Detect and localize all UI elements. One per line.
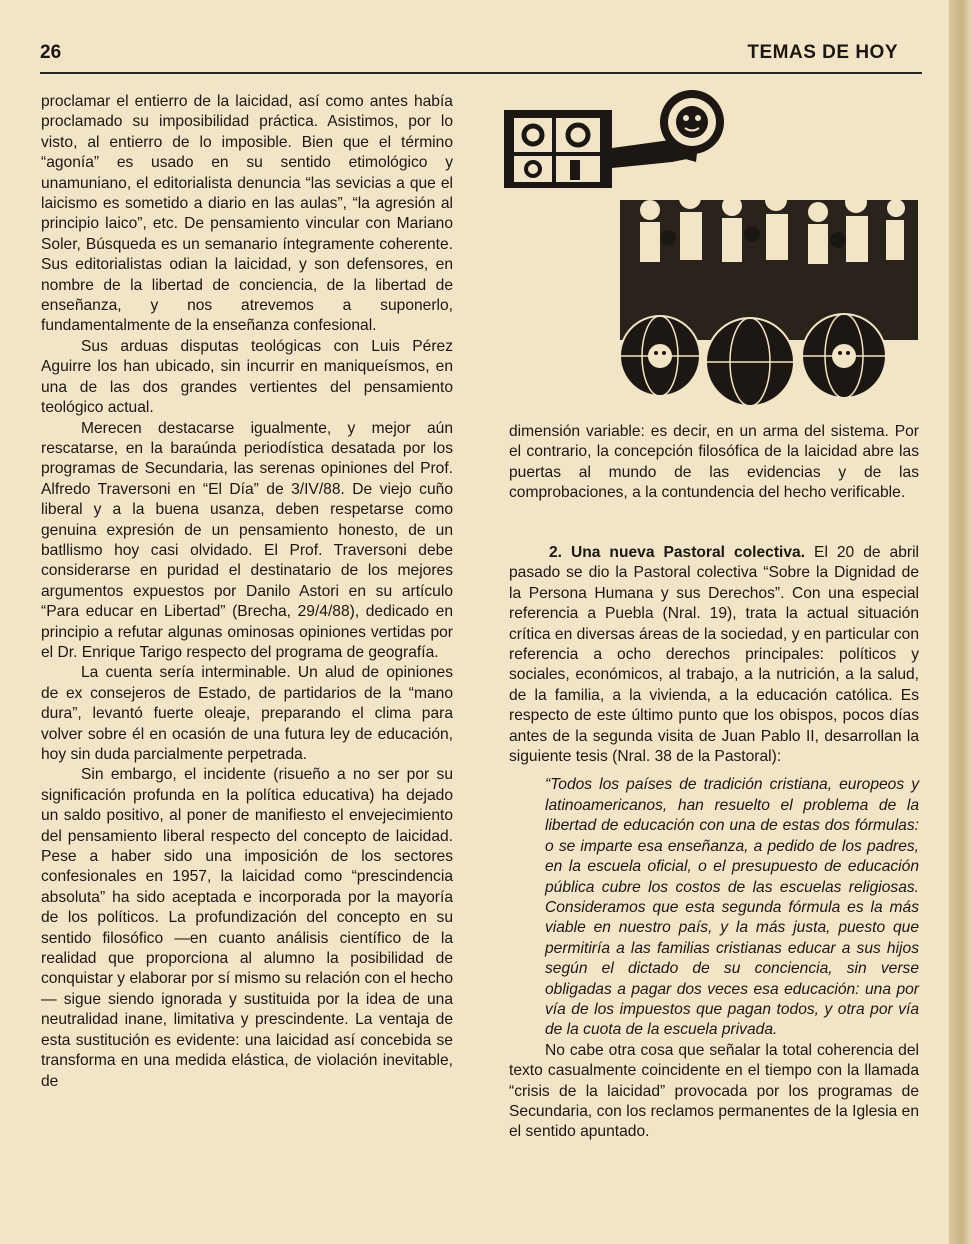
paragraph: dimensión variable: es decir, en un arma del sistema. Por el contrario, la concepción filosófica de la laicidad abre las puertas al mundo de las evidencias y de las comprobaciones, a la contundencia del hecho verificable. — [509, 423, 919, 502]
section-paragraph — [509, 543, 919, 767]
paragraph: La cuenta sería interminable. Un alud de opiniones de ex consejeros de Estado, de partidarios de la “mano dura”, levantó fuerte oleaje, preparando el clima para volver sobre él en ocasión de una futura ley de educación, hoy sin duda parcialmente perpetrada. — [41, 664, 453, 763]
paragraph: Merecen destacarse igualmente, y mejor aún rescatarse, en la baraúnda periodística desatada por los programas de Secundaria, las serenas opiniones del Prof. Alfredo Traversoni en “El Día” de 3/IV/88. De viejo cuño liberal y a la buena usanza, deben respetarse como genuina expresión de un pensamiento honesto, de un batllismo hoy casi olvidado. El Prof. Traversoni debe considerarse en puridad el destinatario de los mejores argumentos expuestos por Danilo Astori en su artículo “Para educar en Libertad” (Brecha, 29/4/88), dedicado en principio a refutar algunas ominosas opiniones vertidas por el Dr. Enrique Tarigo respecto del programa de geografía. — [41, 419, 453, 661]
section-text: El 20 de abril pasado se dio la Pastoral colectiva “Sobre la Dignidad de la Persona Humana y sus Derechos”. Con una especial referencia a Puebla (Nral. 19), trata la actual situación crítica en diversas áreas de la sociedad, y en particular con referencia a ocho derechos principales: políticos y sociales, económicos, al trabajo, a la nutrición, a la salud, de la familia, a la vivienda, a la educación católica. Es respecto de este último punto que los obispos, pocos días antes de la segunda visita de Juan Pablo II, desarrollan la siguiente tesis (Nral. 38 de la Pastoral): — [509, 544, 919, 766]
left-column — [41, 92, 453, 1092]
binding-edge — [949, 0, 971, 1244]
paragraph: No cabe otra cosa que señalar la total coherencia del texto casualmente coincidente en el tiempo con la llamada “crisis de la laicidad” provocada por los programas de Secundaria, con los reclamos permanentes de la Iglesia en el sentido apuntado. — [509, 1041, 919, 1141]
pastoral-quote: “Todos los países de tradición cristiana, europeos y latinoamericanos, han resuelto el problema de la libertad de educación con una de estas dos fórmulas: o se imparte esa enseñanza, a pedido de los padres, en la escuela oficial, o el presupuesto de educación pública cubre los costos de las escuelas religiosas. Consideramos que esta segunda fórmula es la más viable en nuestro país, y la más justa, puesto que permitiría a las familias cristianas educar a sus hijos según el dictado de su conciencia, sin verse obligadas a pagar dos veces esa educación: una por vía de los impuestos que pagan todos, y otra por vía de la cuota de la escuela privada. — [545, 776, 919, 1039]
header-rule — [40, 72, 922, 74]
illustration — [500, 88, 920, 413]
running-title: TEMAS DE HOY — [747, 42, 898, 63]
paragraph: Sin embargo, el incidente (risueño a no ser por su significación profunda en la política educativa) ha dejado un saldo positivo, al poner de manifiesto el envejecimiento del pensamiento liberal respecto del concepto de laicidad. Pese a haber sido una imposición de los sectores confesionales en 1957, la laicidad como “prescindencia absoluta” ha sido aceptada e incorporada por la mayoría de los políticos. La profundización del concepto en su sentido filosófico —en cuanto análisis científico de la realidad que proporciona al alumno la posibilidad de conquistar y elaborar por sí mismo su relación con el hecho— sigue siendo ignorada y sustituida por la idea de una neutralidad inane, limitativa y prescindente. La ventaja de esta sustitución es evidente: una laicidad así concebida se transforma en una medida elástica, de violación inevitable, de — [41, 766, 453, 1090]
right-column-top — [509, 422, 919, 504]
right-column-bottom — [509, 543, 919, 1143]
rep-logo-icon — [500, 88, 920, 413]
page-number: 26 — [40, 42, 62, 63]
paragraph: proclamar el entierro de la laicidad, así como antes había proclamado su imposibilidad práctica. Asistimos, por lo visto, al entierro de lo imposible. Bien que el término “agonía” es usado en su sentido etimológico y unamuniano, el editorialista denuncia “las sevicias a que el laicismo es sometido a diario en las aulas”, “la agresión al principio laico”, etc. De pensamiento vincular con Mariano Soler, Búsqueda es un semanario íntegramente coherente. Sus editorialistas odian la laicidad, y son defensores, en nombre de la libertad de conciencia, de la libertad de enseñanza, y nos atrevemos a suponerlo, fundamentalmente de la enseñanza confesional. — [41, 93, 453, 335]
section-heading: 2. Una nueva Pastoral colectiva. — [549, 544, 806, 561]
paragraph: Sus arduas disputas teológicas con Luis Pérez Aguirre los han ubicado, sin incurrir en maniqueísmos, en una de las dos grandes vertientes del pensamiento teológico actual. — [41, 337, 453, 417]
